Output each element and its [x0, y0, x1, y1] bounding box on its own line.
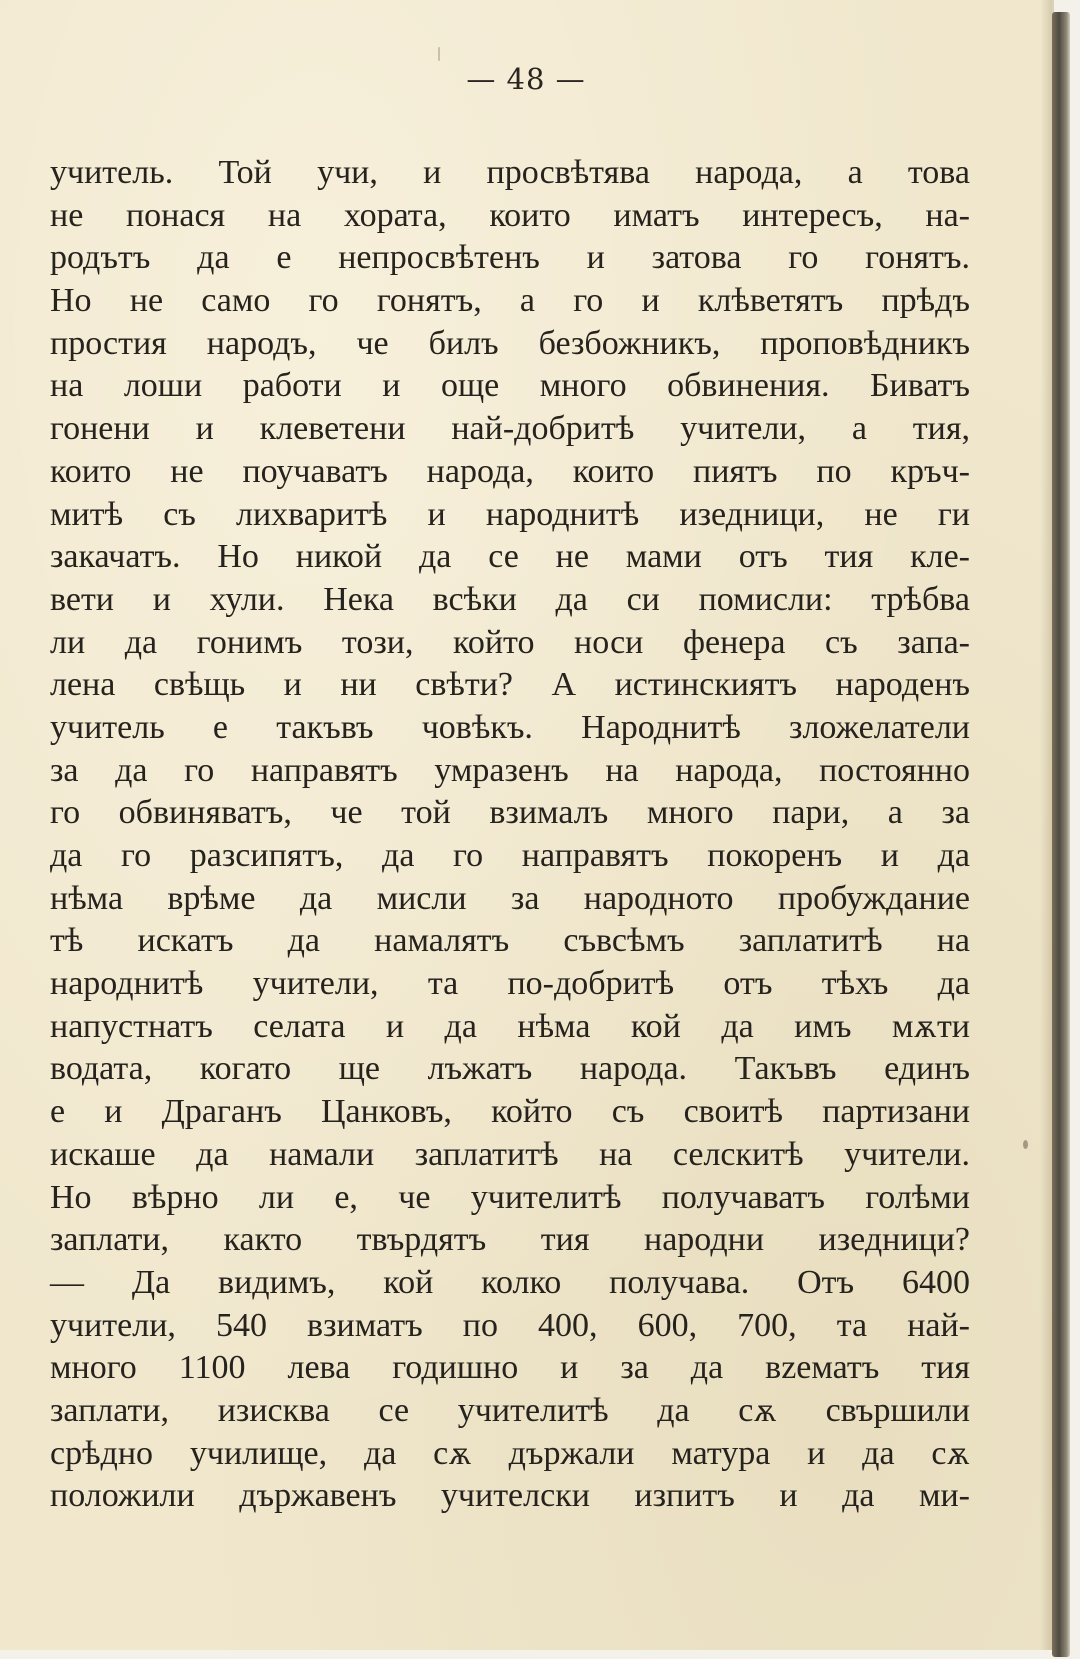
text-line: учитель. Той учи, и просвѣтява народа, а това: [50, 154, 970, 191]
text-line: учитель е такъвъ човѣкъ. Народнитѣ зложелатели: [50, 708, 970, 746]
text-line: искаше да намали заплатитѣ на селскитѣ учители.: [50, 1135, 970, 1173]
text-line: — Да видимъ, кой колко получава. Отъ 6400: [50, 1263, 970, 1301]
text-line: Но вѣрно ли е, че учителитѣ получаватъ голѣми: [50, 1178, 970, 1216]
text-line: които не поучаватъ народа, които пиятъ по кръч-: [50, 452, 970, 490]
text-line: вети и хули. Нека всѣки да си помисли: трѣбва: [50, 580, 970, 618]
text-line: ли да гонимъ този, който носи фенера съ запа-: [50, 623, 970, 661]
text-line: е и Драганъ Цанковъ, който съ своитѣ партизани: [50, 1093, 970, 1131]
text-line: народнитѣ учители, та по-добритѣ отъ тѣхъ да: [50, 965, 970, 1003]
text-line: много 1100 лева годишно и за да вzематъ тия: [50, 1349, 970, 1387]
text-line: не понася на хората, които иматъ интересъ, на-: [50, 196, 970, 234]
text-line: лена свѣщь и ни свѣти? А истинскиятъ народенъ: [50, 666, 970, 704]
text-line: напустнатъ селата и да нѣма кой да имъ мѫти: [50, 1007, 970, 1045]
body-text: [50, 152, 970, 1518]
text-line: го обвиняватъ, че той взималъ много пари, а за: [50, 794, 970, 832]
text-line: тѣ искатъ да намалятъ съвсѣмъ заплатитѣ на: [50, 922, 970, 960]
text-line: да го разсипятъ, да го направятъ покоренъ и да: [50, 837, 970, 874]
text-line: Но не само го гонятъ, а го и клѣветятъ прѣдъ: [50, 282, 970, 320]
text-line: учители, 540 взиматъ по 400, 600, 700, та най-: [50, 1306, 970, 1344]
text-line: положили държавенъ учителски изпитъ и да ми-: [50, 1477, 970, 1515]
text-line: закачатъ. Но никой да се не мами отъ тия кле-: [50, 538, 970, 576]
book-edge: [1052, 12, 1070, 1657]
text-line: заплати, изисква се учителитѣ да сѫ свършили: [50, 1391, 970, 1429]
text-line: митѣ съ лихваритѣ и народнитѣ изедници, не ги: [50, 495, 970, 533]
paper-speck: [1023, 1140, 1028, 1149]
text-line: срѣдно училище, да сѫ държали матура и да сѫ: [50, 1434, 970, 1472]
text-line: заплати, както твърдятъ тия народни изедници?: [50, 1221, 970, 1259]
text-line: на лоши работи и още много обвинения. Биватъ: [50, 367, 970, 405]
page-number: — 48 —: [466, 62, 586, 96]
text-line: гонени и клеветени най-добритѣ учители, а тия,: [50, 410, 970, 448]
text-line: нѣма врѣме да мисли за народното пробуждание: [50, 879, 970, 917]
text-line: родътъ да е непросвѣтенъ и затова го гонятъ.: [50, 239, 970, 277]
paper-speck: [438, 47, 440, 61]
text-line: простия народъ, че билъ безбожникъ, проповѣдникъ: [50, 324, 970, 362]
text-line: водата, когато ще лъжатъ народа. Такъвъ единъ: [50, 1050, 970, 1088]
text-line: за да го направятъ умразенъ на народа, постоянно: [50, 751, 970, 789]
